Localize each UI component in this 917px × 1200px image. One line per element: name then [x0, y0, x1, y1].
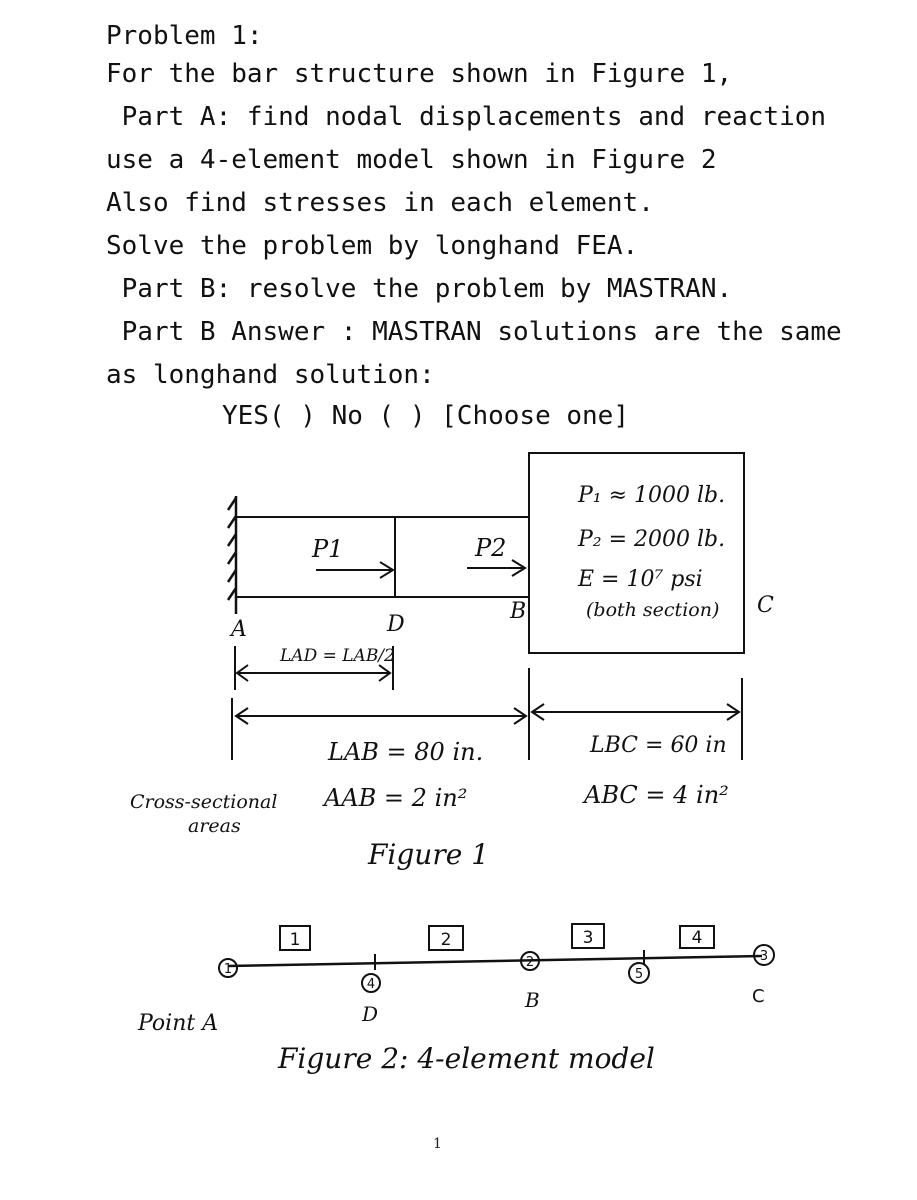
- fig2-point-a-label: Point A: [138, 1011, 219, 1036]
- problem-title: Problem 1:: [106, 21, 263, 51]
- point-d-label: D: [387, 612, 405, 637]
- problem-line-3: use a 4-element model shown in Figure 2: [106, 145, 717, 175]
- problem-line-5: Solve the problem by longhand FEA.: [106, 231, 639, 261]
- modulus-note: (both section): [586, 599, 720, 621]
- load-p1-value: P₁ ≈ 1000 lb.: [578, 483, 726, 508]
- arrow-p1-label: P1: [312, 535, 344, 563]
- modulus-value: E = 10⁷ psi: [578, 567, 703, 592]
- node-2-number: 2: [525, 955, 535, 970]
- cross-section-label: Cross-sectional: [130, 791, 278, 813]
- dimension-lab-label: LAB = 80 in.: [328, 738, 484, 766]
- area-bc-label: ABC = 4 in²: [584, 781, 729, 809]
- element-2-number: 2: [440, 930, 452, 950]
- fig2-point-d-label: D: [362, 1002, 379, 1026]
- element-1-box: [280, 926, 310, 950]
- page-number: 1: [433, 1136, 442, 1152]
- element-3-box: [572, 924, 604, 948]
- problem-line-6: Part B: resolve the problem by MASTRAN.: [106, 274, 733, 304]
- node-5-number: 5: [634, 967, 644, 982]
- dimension-lbc-label: LBC = 60 in: [590, 733, 727, 758]
- point-c-label: C: [757, 593, 774, 618]
- element-1-number: 1: [289, 930, 301, 950]
- problem-line-8: as longhand solution:: [106, 360, 435, 390]
- fig2-point-c-label: C: [752, 986, 765, 1007]
- element-4-number: 4: [691, 928, 703, 948]
- point-b-label: B: [510, 599, 527, 624]
- node-3-number: 3: [759, 949, 769, 964]
- arrow-p2-label: P2: [475, 534, 507, 562]
- node-1: [219, 959, 237, 977]
- area-ab-label: AAB = 2 in²: [324, 784, 468, 812]
- problem-line-4: Also find stresses in each element.: [106, 188, 654, 218]
- fixed-wall: [228, 496, 236, 614]
- fig2-point-b-label: B: [525, 988, 540, 1012]
- node-5: [629, 963, 649, 983]
- figure-2-caption: Figure 2: 4-element model: [278, 1042, 655, 1075]
- element-3-number: 3: [582, 928, 594, 948]
- dimension-lad-label: LAD = LAB/2: [280, 646, 395, 666]
- element-2-box: [429, 926, 463, 950]
- point-a-label: A: [231, 617, 247, 642]
- load-p2-value: P₂ = 2000 lb.: [578, 527, 726, 552]
- problem-line-1: For the bar structure shown in Figure 1,: [106, 59, 733, 89]
- arrow-p1: [316, 562, 393, 578]
- problem-line-2: Part A: find nodal displacements and reaction: [106, 102, 827, 132]
- element-4-box: [680, 926, 714, 948]
- problem-line-7: Part B Answer : MASTRAN solutions are the same: [106, 317, 842, 347]
- answer-choice-line: YES( ) No ( ) [Choose one]: [222, 401, 629, 431]
- node-4-number: 4: [366, 977, 376, 992]
- model-axis-line: [228, 956, 762, 966]
- arrow-p2: [467, 560, 525, 576]
- figure-1-caption: Figure 1: [368, 838, 490, 871]
- node-4: [362, 974, 380, 992]
- node-1-number: 1: [223, 962, 233, 977]
- cross-section-label-2: areas: [188, 815, 241, 837]
